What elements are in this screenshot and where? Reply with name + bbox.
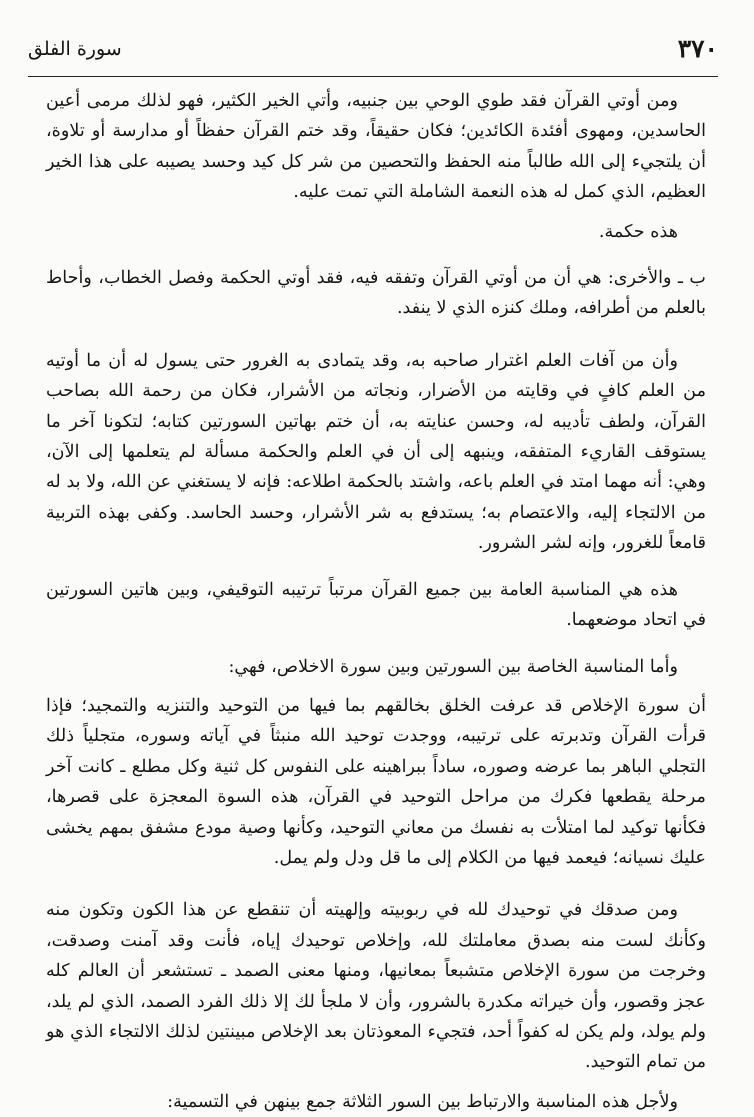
paragraph-first-wisdom: هذه حكمة. <box>598 221 678 242</box>
page-number: ٣٧٠ <box>677 34 718 63</box>
paragraph-knowledge-pride: وأن من آفات العلم اغترار صاحبه به، وقد يتمادى به الغرور حتى يسول له أن ما أوتيه من العلم كافٍ في وقايته من الأضرار، ونجاته من الأشرار، فكان من رحمة الله بصاحب القرآن، ولطف تأديبه له، وحسن عنايته به، أن ختم بهاتين السورتين كتابه؛ لتكونا آخر ما يستوقف القاريء المتفقه، وينبهه إلى أن في العلم والحكمة مسألة لم يتعلمها إلى الآن، وهي: أنه مهما امتد في العلم باعه، واشتد بالحكمة اطلاعه: فإنه لا يستغني عن الله، ولا بد له من الالتجاء إليه، والاعتصام به؛ يستدفع به شر الأشرار، وحسد الحاسد. وكفى بهذه التربية قامعاً للغرور، وإنه لشر الشرور. <box>46 350 707 554</box>
paragraph-quran-bearer: ومن أوتي القرآن فقد طوي الوحي بين جنبيه، وأتي الخير الكثير، فهو لذلك مرمى أعين الحاسدين، ومهوى أفئدة الكائدين؛ فكان حقيقاً، وقد ختم القرآن حفظاً أو مدارسة أو تلاوة، أن يلتجيء إلى الله طالباً منه الحفظ والتحصين من شر كل كيد وحسد يصيبه على هذا الخير العظيم، الذي كمل له هذه النعمة الشاملة التي تمت عليه. <box>46 91 706 203</box>
surah-title: سورة الفلق <box>28 38 122 60</box>
paragraph-sincerity: ومن صدقك في توحيدك لله في ربوبيته وإلهيته أن تنقطع عن هذا الكون وتكون منه وكأنك لست منه بصدق معاملتك لله، وإخلاص توحيدك إياه، فأنت وقد آمنت وصدقت، وخرجت من سورة الإخلاص متشبعاً بمعانيها، ومنها معنى الصمد ـ تستشعر أن العالم كله عجز وقصور، وأن خيراته مكدرة بالشرور، وأن لا ملجأ لك إلا ذلك الفرد الصمد، الذي لم يلد، ولم يولد، ولم يكن له كفواً أحد، فتجيء المعوذتان بعد الإخلاص مبينتين لذلك الالتجاء الذي هو من تمام التوحيد. <box>46 900 706 1073</box>
paragraph-specific-relation-heading: وأما المناسبة الخاصة بين السورتين وبين سورة الاخلاص، فهي: <box>228 656 678 677</box>
paragraph-naming: ولأجل هذه المناسبة والارتباط بين السور الثلاثة جمع بينهن في التسمية: <box>167 1091 678 1112</box>
page-body <box>46 86 706 1117</box>
paragraph-second-wisdom: ب ـ والأخرى: هي أن من أوتي القرآن وتفقه فيه، فقد أوتي الحكمة وفصل الخطاب، وأحاط بالعلم من أطرافه، وملك كنزه الذي لا ينفد. <box>46 268 706 319</box>
paragraph-ikhlas-tawhid: أن سورة الإخلاص قد عرفت الخلق بخالقهم بما فيها من التوحيد والتنزيه والتمجيد؛ فإذا قرأت القرآن وتدبرته على ترتيبه، ووجدت توحيد الله منبثاً في آياته وسوره، متجلياً ذلك التجلي الباهر بما عرضه وصوره، ساداً ببراهينه على النفوس كل ثنية وكل مطلع ـ كانت آخر مرحلة يقطعها فكرك من مراحل التوحيد في القرآن، هذه السوة المعجزة على قصرها، فكأنها توكيد لما امتلأت به نفسك من معاني التوحيد، وكأنها وصية مودع مشفق بمهم يخشى عليك نسيانه؛ فيعمد فيها من الكلام إلى ما قل ودل ولم يمل. <box>46 695 706 868</box>
paragraph-general-relation: هذه هي المناسبة العامة بين جميع القرآن مرتباً ترتيبه التوقيفي، وبين هاتين السورتين في اتحاد موضعهما. <box>46 579 706 631</box>
page-header <box>28 28 718 77</box>
